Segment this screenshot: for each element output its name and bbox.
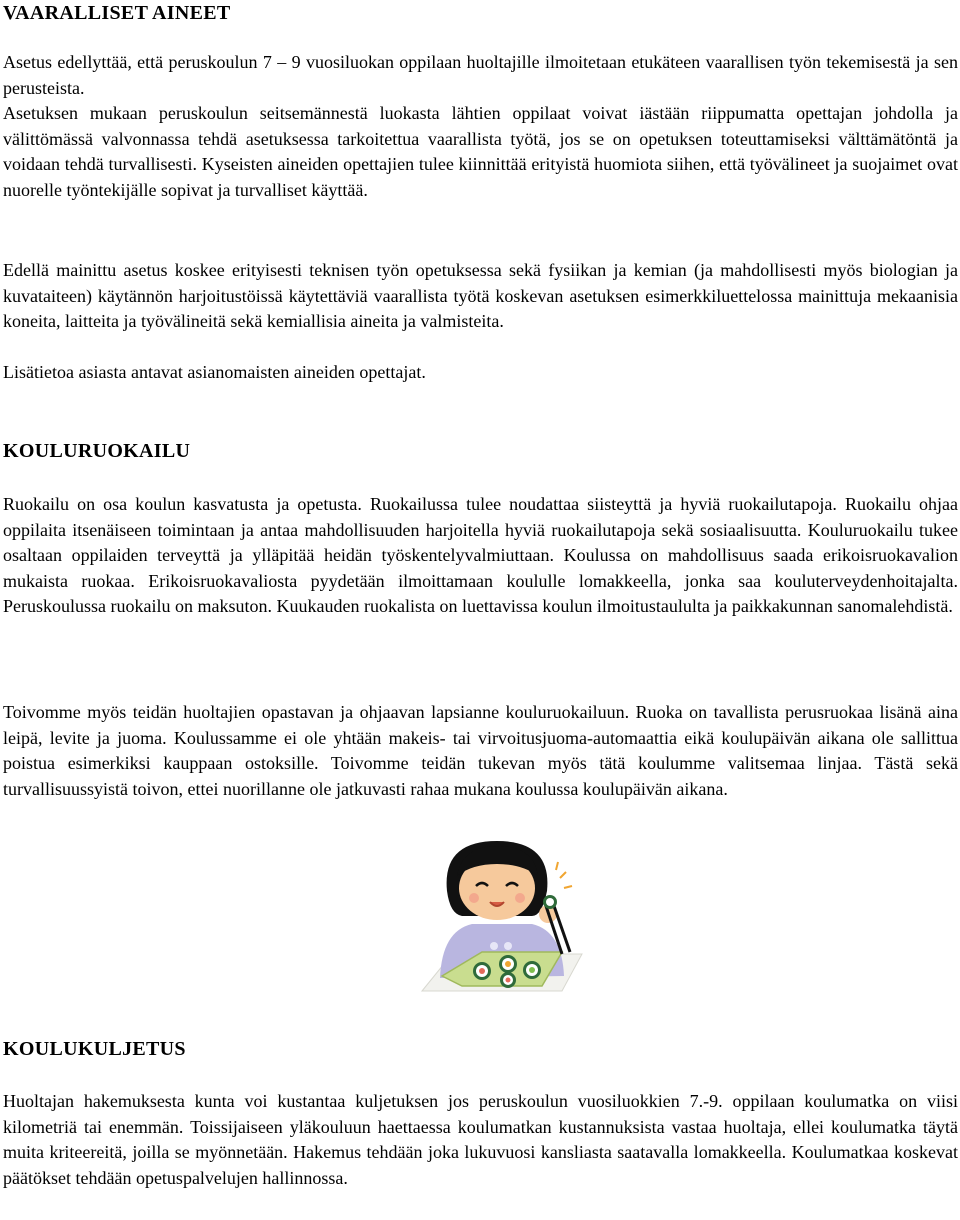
heading-kouluruokailu: KOULURUOKAILU [3,440,191,462]
girl-eating-sushi-icon [412,836,592,996]
heading-koulukuljetus: KOULUKULJETUS [3,1038,186,1060]
paragraph-vaaralliset-3: Edellä mainittu asetus koskee erityisesti teknisen työn opetuksessa sekä fysiikan ja kemian (ja mahdollisesti myös biologian ja kuvataiteen) käytännön harjoitustöissä käytettäviä vaarallista työtä koskevan asetuksen esimerkkiluettelossa mainittuja mekaanisia koneita, laitteita ja työvälineitä sekä kemiallisia aineita ja valmisteita. [3,260,958,331]
paragraph-vaaralliset-1: Asetus edellyttää, että peruskoulun 7 – 9 vuosiluokan oppilaan huoltajille ilmoitetaan etukäteen vaarallisen työn tekemisestä ja sen perusteista. [3,52,958,98]
paragraph-kouluruokailu-2: Toivomme myös teidän huoltajien opastavan ja ohjaavan lapsianne kouluruokailuun. Ruoka on tavallista perusruokaa lisänä aina leipä, levite ja juoma. Koulussamme ei ole yhtään makeis- tai virvoitusjuoma-automaattia eikä koulupäivän aikana ole sallittua poistua esimerkiksi kauppaan ostoksille. Toivomme teidän tukevan myös tätä koulumme valitsemaa linjaa. Tästä sekä turvallisuussyistä toivon, ettei nuorillanne ole jatkuvasti rahaa mukana koulussa koulupäivän aikana. [3,702,958,799]
paragraph-vaaralliset-2: Asetuksen mukaan peruskoulun seitsemännestä luokasta lähtien oppilaat voivat iästään riippumatta opettajan johdolla ja välittömässä valvonnassa tehdä asetuksessa tarkoitettua vaarallista työtä, jos se on opetuksen toteuttamiseksi välttämätöntä ja voidaan tehdä turvallisesti. Kyseisten aineiden opettajien tulee kiinnittää erityistä huomiota siihen, että työvälineet ja suojaimet ovat nuorelle työntekijälle sopivat ja turvalliset käyttää. [3,103,958,200]
paragraph-kouluruokailu-1: Ruokailu on osa koulun kasvatusta ja opetusta. Ruokailussa tulee noudattaa siisteyttä ja hyviä ruokailutapoja. Ruokailu ohjaa oppilaita itsenäiseen toimintaan ja antaa mahdollisuuden harjoitella hyviä ruokailutapoja sekä sosiaalisuutta. Kouluruokailu tukee osaltaan oppilaiden terveyttä ja ylläpitää heidän työskentelyvalmiuttaan. Koulussa on mahdollisuus saada erikoisruokavalion mukaista ruokaa. Erikoisruokavaliosta pyydetään ilmoittamaan koululle lomakkeella, jonka saa kouluterveydenhoitajalta. Peruskoulussa ruokailu on maksuton. Kuukauden ruokalista on luettavissa koulun ilmoitustaululta ja paikkakunnan sanomalehdistä. [3,494,958,616]
paragraph-koulukuljetus-1: Huoltajan hakemuksesta kunta voi kustantaa kuljetuksen jos peruskoulun vuosiluokkien 7.-9. oppilaan koulumatka on viisi kilometriä tai enemmän. Toissijaiseen yläkouluun haettaessa koulumatkan kustannuksista vastaa huoltaja, ellei koulumatka täytä muita kriteereitä, joilla se myönnetään. Hakemus tehdään joka lukuvuosi kansliasta saatavalla lomakkeella. Koulumatkaa koskevat päätökset tehdään opetuspalvelujen hallinnossa. [3,1091,958,1188]
paragraph-vaaralliset-4: Lisätietoa asiasta antavat asianomaisten aineiden opettajat. [3,362,426,382]
heading-vaaralliset-aineet: VAARALLISET AINEET [3,2,231,24]
